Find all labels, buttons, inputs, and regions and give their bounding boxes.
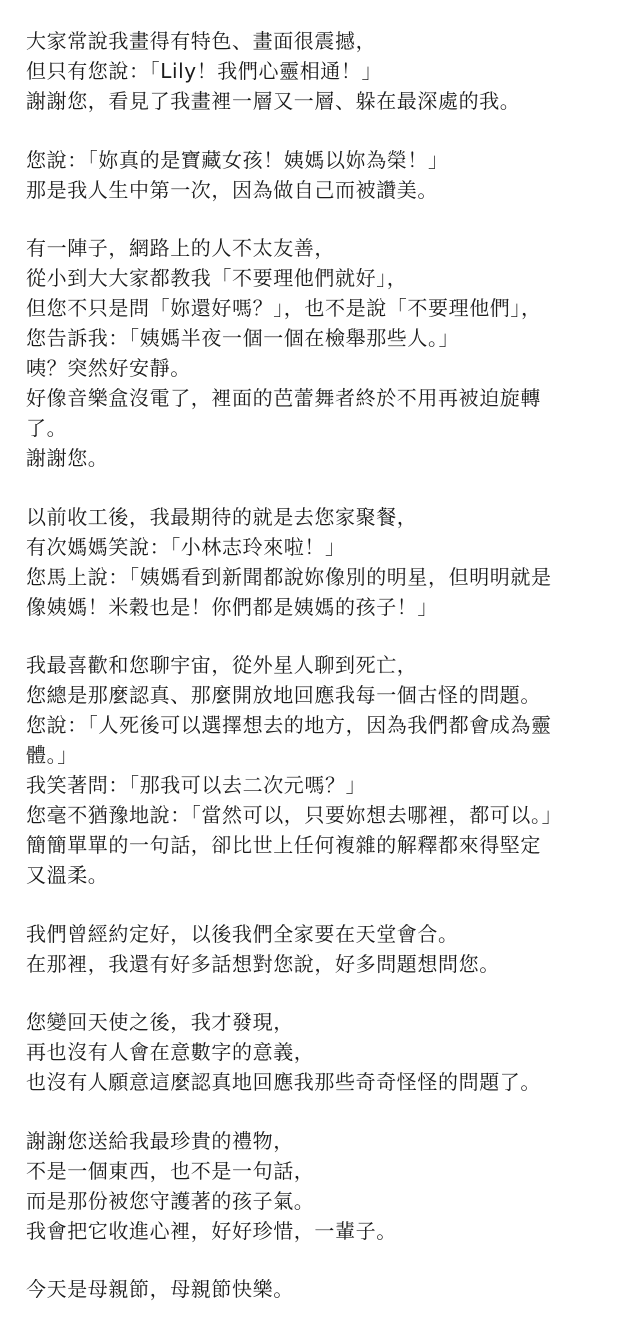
letter-document xyxy=(26,26,616,1333)
text-line: 也沒有人願意這麼認真地回應我那些奇奇怪怪的問題了。 xyxy=(26,1070,541,1094)
text-line: 體。」 xyxy=(26,743,78,767)
text-line: 謝謝您送給我最珍貴的禮物， xyxy=(26,1128,294,1153)
text-line: 從小到大大家都教我「不要理他們就好」， xyxy=(26,266,408,290)
text-line: 那是我人生中第一次，因為做自己而被讚美。 xyxy=(26,177,438,202)
text-line: 了。 xyxy=(26,416,68,440)
text-line: 謝謝您，看見了我畫裡一層又一層、躲在最深處的我。 xyxy=(26,89,521,113)
paragraph xyxy=(26,650,616,890)
text-line: 您馬上說：「姨媽看到新聞都說妳像別的明星，但明明就是 xyxy=(26,564,552,589)
text-line: 有次媽媽笑說：「小林志玲來啦！」 xyxy=(26,534,346,559)
text-line: 再也沒有人會在意數字的意義， xyxy=(26,1040,315,1064)
text-line: 謝謝您。 xyxy=(26,446,109,470)
paragraph xyxy=(26,502,616,622)
text-line: 您變回天使之後，我才發現， xyxy=(26,1010,294,1034)
text-line: 又溫柔。 xyxy=(26,863,109,887)
text-line: 有一陣子，網路上的人不太友善， xyxy=(26,236,335,260)
text-line: 我最喜歡和您聊宇宙，從外星人聊到死亡， xyxy=(26,653,418,677)
text-line: 像姨媽！米穀也是！你們都是姨媽的孩子！」 xyxy=(26,594,438,619)
text-line: 今天是母親節，母親節快樂。 xyxy=(26,1277,294,1301)
text-line: 咦？突然好安靜。 xyxy=(26,356,191,380)
text-line: 以前收工後，我最期待的就是去您家聚餐， xyxy=(26,504,418,529)
text-line: 不是一個東西，也不是一句話， xyxy=(26,1158,315,1183)
text-line: 您告訴我：「姨媽半夜一個一個在檢舉那些人。」 xyxy=(26,326,460,350)
text-line: 而是那份被您守護著的孩子氣。 xyxy=(26,1188,315,1213)
paragraph xyxy=(26,1126,616,1246)
text-line: 好像音樂盒沒電了，裡面的芭蕾舞者終於不用再被迫旋轉 xyxy=(26,386,541,410)
text-line: 您說：「人死後可以選擇想去的地方，因為我們都會成為靈 xyxy=(26,713,552,737)
text-line: 我笑著問：「那我可以去二次元嗎？」 xyxy=(26,773,367,797)
text-line: 我們曾經約定好，以後我們全家要在天堂會合。 xyxy=(26,921,459,946)
paragraph xyxy=(26,919,616,979)
paragraph xyxy=(26,145,616,205)
text-line: 您說：「妳真的是寶藏女孩！姨媽以妳為榮！」 xyxy=(26,147,449,172)
paragraph xyxy=(26,1274,616,1304)
text-line: 在那裡，我還有好多話想對您說，好多問題想問您。 xyxy=(26,951,500,976)
paragraph xyxy=(26,26,616,116)
text-line: 您毫不猶豫地說：「當然可以，只要妳想去哪裡，都可以。」 xyxy=(26,803,563,827)
text-line: 您總是那麼認真、那麼開放地回應我每一個古怪的問題。 xyxy=(26,683,541,707)
paragraph xyxy=(26,233,616,473)
text-line: 但您不只是問「妳還好嗎？」，也不是說「不要理他們」， xyxy=(26,296,542,320)
paragraph xyxy=(26,1007,616,1097)
text-line: 簡簡單單的一句話，卻比世上任何複雜的解釋都來得堅定 xyxy=(26,833,541,857)
text-line: 我會把它收進心裡，好好珍惜，一輩子。 xyxy=(26,1218,397,1243)
text-line: 但只有您說：「Lily！我們心靈相通！」 xyxy=(26,59,383,83)
text-line: 大家常說我畫得有特色、畫面很震撼， xyxy=(26,29,377,53)
